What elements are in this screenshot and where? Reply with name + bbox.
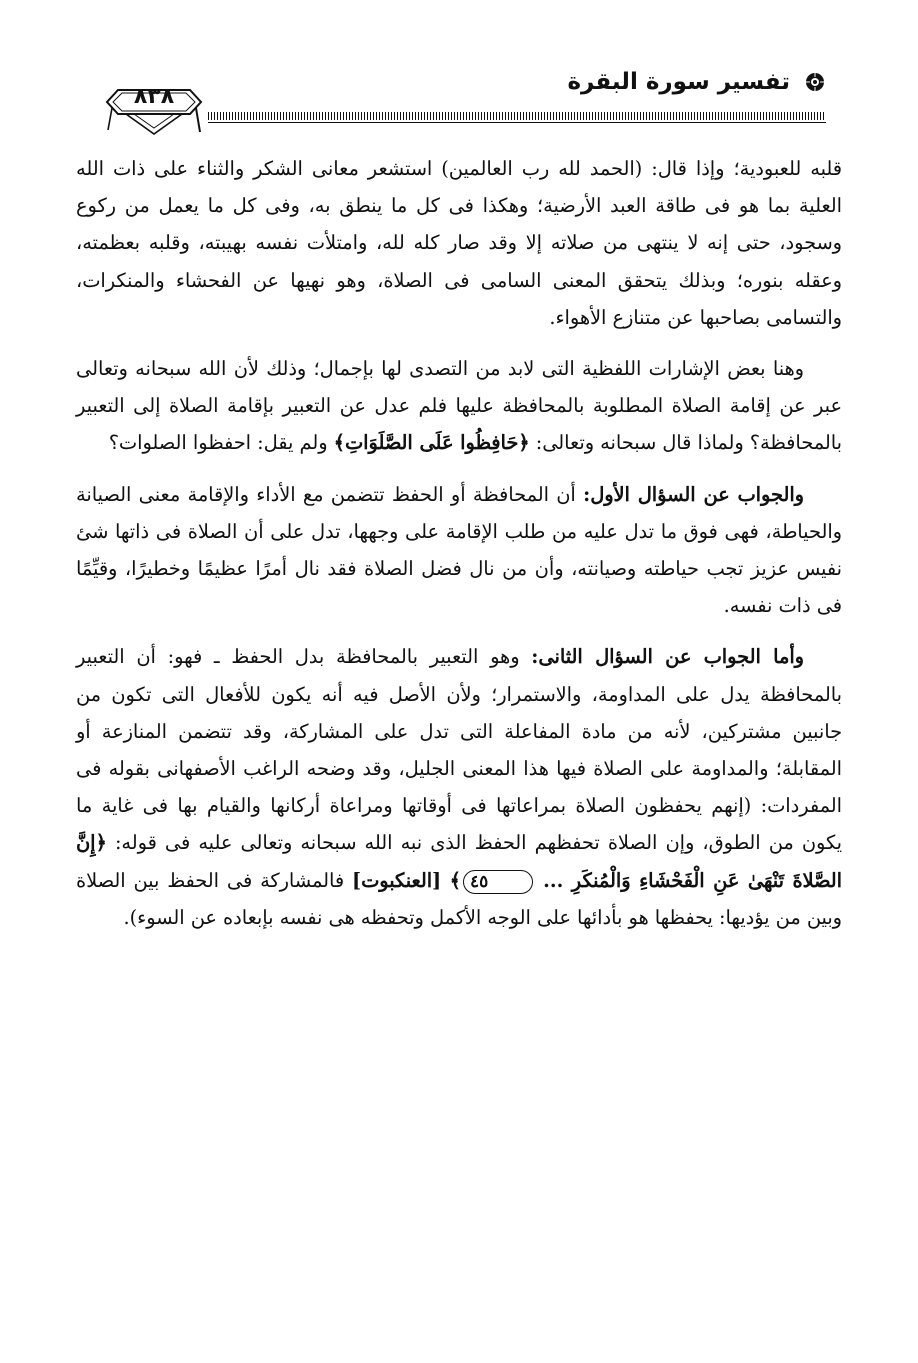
paragraph-4 bbox=[76, 638, 842, 936]
paragraph-text: وهنا بعض الإشارات اللفظية التى لابد من التصدى لها بإجمال؛ وذلك لأن الله سبحانه وتعالى عبر عن إقامة الصلاة المطلوبة بالمحافظة عليها فلم عدل عن التعبير بإقامة الصلاة إلى التعبير بالمحافظة؟ ولماذا قال سبحانه وتعالى: bbox=[76, 357, 842, 455]
body-text bbox=[76, 150, 842, 936]
quran-verse-close: ﴾ bbox=[449, 868, 461, 892]
running-title bbox=[567, 64, 826, 100]
paragraph-2 bbox=[76, 350, 842, 462]
quran-verse: ﴿حَافِظُوا عَلَى الصَّلَوَاتِ﴾ bbox=[333, 431, 530, 455]
paragraph-text: أن المحافظة أو الحفظ تتضمن مع الأداء والإقامة معنى الصيانة والحياطة، فهى فوق ما تدل عليه من طلب الإقامة على وجهها، تدل على أن الصلاة فى ذاتها شئ نفيس عزيز تجب حياطته وصيانته، وأن من نال فضل الصلاة فقد نال أمرًا عظيمًا وخطيرًا، وقيِّمًا فى ذات نفسه. bbox=[76, 482, 842, 618]
paragraph-text: فالمشاركة فى الحفظ بين الصلاة وبين من يؤديها: يحفظها هو بأدائها على الوجه الأكمل وتحفظه هى نفسه بإبعاده عن السوء). bbox=[76, 868, 842, 929]
page-header bbox=[0, 0, 918, 150]
running-title-text: تفسير سورة البقرة bbox=[567, 69, 790, 95]
quran-verse: ﴿إِنَّ الصَّلاةَ تَنْهَىٰ عَنِ الْفَحْشَاءِ وَالْمُنكَرِ ... bbox=[76, 831, 843, 892]
flower-ornament-icon bbox=[804, 71, 826, 93]
page-number: ٨٣٨ bbox=[133, 84, 175, 109]
paragraph-text: قلبه للعبودية؛ وإذا قال: (الحمد لله رب العالمين) استشعر معانى الشكر والثناء على ذات الله العلية بما هو فى طاقة العبد الأرضية؛ وهكذا فى كل ما ينطق به، وفى كل ما يعمل من ركوع وسجود، حتى إنه لا ينتهى من صلاته إلا وقد صار كله لله، وامتلأت نفسه بهيبته، وقلبه بعظمته، وعقله بنوره؛ وبذلك يتحقق المعنى السامى فى الصلاة، وهو نهيها عن الفحشاء والمنكرات، والتسامى بصاحبها عن متنازع الأهواء. bbox=[76, 157, 842, 329]
paragraph-3 bbox=[76, 476, 842, 625]
header-rule bbox=[208, 112, 826, 120]
paragraph-lead: وأما الجواب عن السؤال الثانى: bbox=[531, 645, 804, 669]
paragraph-text: ولم يقل: احفظوا الصلوات؟ bbox=[108, 431, 334, 455]
ayah-number-marker: ٤٥ bbox=[463, 870, 533, 894]
paragraph-text: وهو التعبير بالمحافظة بدل الحفظ ـ فهو: أن التعبير بالمحافظة يدل على المداومة، والاستمرار؛ ولأن الأصل فيه أنه يكون للأفعال التى تكون من جانبين مشتركين، لأنه من مادة المفاعلة التى تدل على المشاركة، وقد تتضمن المنازعة أو المقابلة؛ والمداومة على الصلاة فيها هذا المعنى الجليل، وقد وضحه الراغب الأصفهانى بقوله فى المفردات: (إنهم يحفظون الصلاة بمراعاتها فى أوقاتها ومراعاة أركانها والقيام بها فى غاية ما يكون من الطوق، وإن الصلاة تحفظهم الحفظ الذى نبه الله سبحانه وتعالى عليه فى قوله: bbox=[76, 645, 842, 855]
paragraph-1 bbox=[76, 150, 842, 336]
header-rule-thin bbox=[208, 122, 826, 123]
surah-reference: [العنكبوت] bbox=[352, 868, 450, 892]
paragraph-lead: والجواب عن السؤال الأول: bbox=[583, 482, 804, 506]
